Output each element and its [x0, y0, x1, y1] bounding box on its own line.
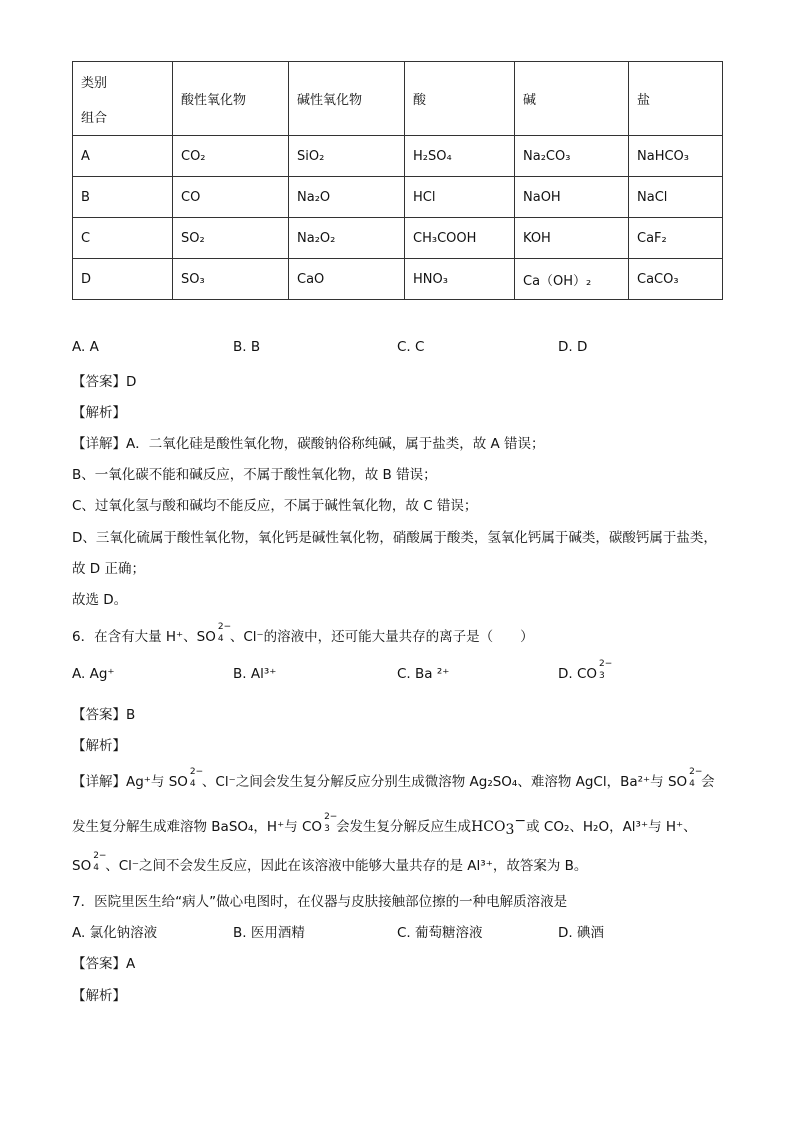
q6-answer: 【答案】B	[72, 707, 136, 723]
table-cell: Na₂O₂	[289, 218, 405, 259]
table-row	[73, 259, 723, 300]
table-cell: NaOH	[515, 177, 629, 218]
table-cell: NaCl	[629, 177, 723, 218]
table-cell: HNO₃	[405, 259, 515, 300]
q7-stem: 7．医院里医生给“病人”做心电图时，在仪器与皮肤接触部位擦的一种电解质溶液是	[72, 894, 568, 910]
q7-option-d: D. 碘酒	[558, 925, 604, 941]
col-header: 碱	[515, 62, 629, 136]
table-cell: Na₂CO₃	[515, 136, 629, 177]
q5-option-d: D. D	[558, 339, 588, 355]
table-cell: SO₂	[173, 218, 289, 259]
table-row	[73, 136, 723, 177]
q7-option-b: B. 医用酒精	[233, 925, 305, 941]
q7-option-a: A. 氯化钠溶液	[72, 925, 158, 941]
q5-answer: 【答案】D	[72, 374, 137, 390]
q6-detail-line: SO 2− 4 、Cl⁻之间不会发生反应，因此在该溶液中能够大量共存的是 Al³⁺，故答案为 B。	[72, 851, 588, 874]
corner-header: 类别 组合	[73, 62, 173, 136]
q7-analysis-tag: 【解析】	[72, 988, 126, 1004]
table-cell: KOH	[515, 218, 629, 259]
q6-option-c: C. Ba ²⁺	[397, 666, 450, 682]
q5-option-c: C. C	[397, 339, 425, 355]
row-label: A	[73, 136, 173, 177]
q6-option-a: A. Ag⁺	[72, 666, 115, 682]
table-row	[73, 218, 723, 259]
q6-detail-line: 发生复分解生成难溶物 BaSO₄，H⁺与 CO 2− 3 会发生复分解反应生成HCO3−或 CO₂、H₂O，Al³⁺与 H⁺、	[72, 812, 697, 838]
q5-option-b: B. B	[233, 339, 261, 355]
table-cell: CO₂	[173, 136, 289, 177]
sulfate-charge: 2− 4	[217, 622, 232, 644]
table-cell: CO	[173, 177, 289, 218]
table-cell: Na₂O	[289, 177, 405, 218]
q7-answer: 【答案】A	[72, 956, 136, 972]
table-cell: CaCO₃	[629, 259, 723, 300]
table-cell: CaO	[289, 259, 405, 300]
row-label: C	[73, 218, 173, 259]
sulfate-charge: 2− 4	[189, 767, 204, 789]
table-cell: NaHCO₃	[629, 136, 723, 177]
col-header: 酸性氧化物	[173, 62, 289, 136]
q5-analysis-tag: 【解析】	[72, 405, 126, 421]
row-label: D	[73, 259, 173, 300]
table-cell: CaF₂	[629, 218, 723, 259]
q5-detail-line: D、三氧化硫属于酸性氧化物，氧化钙是碱性氧化物，硝酸属于酸类，氢氧化钙属于碱类，碳酸钙属于盐类，	[72, 530, 717, 546]
sulfate-charge: 2− 4	[689, 767, 703, 789]
q5-detail-line: C、过氧化氢与酸和碱均不能反应，不属于碱性氧化物，故 C 错误；	[72, 498, 478, 514]
q7-option-c: C. 葡萄糖溶液	[397, 925, 483, 941]
table-cell: Ca（OH）₂	[515, 259, 629, 300]
table-cell: CH₃COOH	[405, 218, 515, 259]
q6-option-d: D. CO 2− 3	[558, 659, 613, 682]
q5-detail-line: 故 D 正确；	[72, 561, 145, 577]
classification-table	[72, 61, 723, 300]
q6-analysis-tag: 【解析】	[72, 738, 126, 754]
carbonate-charge: 2− 3	[324, 812, 338, 834]
col-header: 酸	[405, 62, 515, 136]
q6-detail-line: 【详解】Ag⁺与 SO 2− 4 、Cl⁻之间会发生复分解反应分别生成微溶物 Ag₂SO₄、难溶物 AgCl，Ba²⁺与 SO 2− 4 会	[72, 767, 715, 790]
q5-detail-line: 【详解】A．二氧化硅是酸性氧化物，碳酸钠俗称纯碱，属于盐类，故 A 错误；	[72, 436, 545, 452]
q6-option-b: B. Al³⁺	[233, 666, 277, 682]
sulfate-charge: 2− 4	[93, 851, 107, 873]
q6-stem: 6．在含有大量 H⁺、SO 2− 4 、Cl⁻的溶液中，还可能大量共存的离子是（ ）	[72, 622, 534, 645]
table-cell: SO₃	[173, 259, 289, 300]
q5-detail-line: B、一氧化碳不能和碱反应，不属于酸性氧化物，故 B 错误；	[72, 467, 437, 483]
row-label: B	[73, 177, 173, 218]
table-cell: HCl	[405, 177, 515, 218]
q5-option-a: A. A	[72, 339, 99, 355]
col-header: 碱性氧化物	[289, 62, 405, 136]
col-header: 盐	[629, 62, 723, 136]
table-header-row	[73, 62, 723, 136]
table-row	[73, 177, 723, 218]
table-cell: H₂SO₄	[405, 136, 515, 177]
table-cell: SiO₂	[289, 136, 405, 177]
q5-detail-line: 故选 D。	[72, 592, 128, 608]
carbonate-charge: 2− 3	[599, 659, 613, 681]
